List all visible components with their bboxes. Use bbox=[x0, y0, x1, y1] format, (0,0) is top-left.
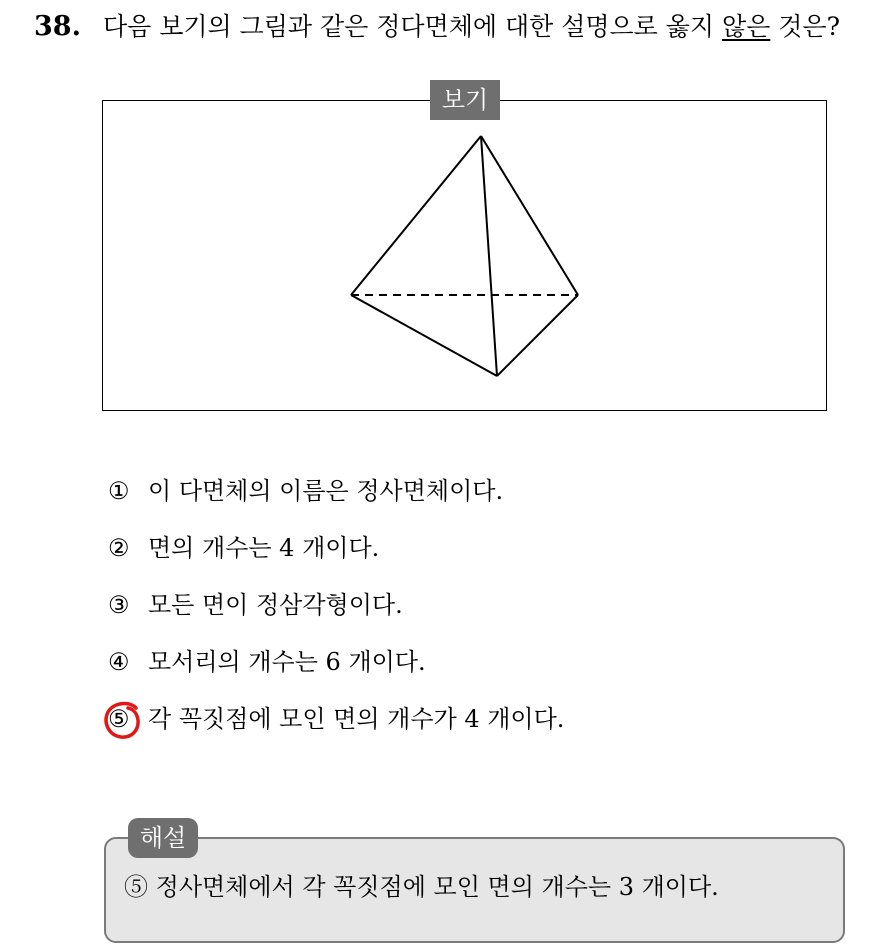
edge-top-right bbox=[481, 136, 578, 295]
question-stem-underlined: 않은 bbox=[722, 12, 771, 41]
choice-4[interactable] bbox=[108, 643, 564, 700]
choice-1-mark: ① bbox=[108, 477, 130, 505]
explanation-label: 해설 bbox=[128, 818, 198, 858]
choice-list bbox=[108, 472, 564, 757]
choice-3[interactable] bbox=[108, 586, 564, 643]
bogi-label: 보기 bbox=[430, 80, 500, 120]
question-stem-end: 것은? bbox=[770, 12, 840, 41]
choice-5-mark-glyph: ⑤ bbox=[108, 705, 130, 733]
choice-5[interactable] bbox=[108, 700, 564, 757]
explanation-text: ⑤ 정사면체에서 각 꼭짓점에 모인 면의 개수는 3 개이다. bbox=[124, 873, 719, 901]
choice-3-mark: ③ bbox=[108, 591, 130, 619]
choice-5-mark bbox=[108, 700, 138, 738]
question-stem-start: 다음 보기의 그림과 같은 정다면체에 대한 설명으로 옳지 bbox=[102, 12, 723, 41]
choice-1-text: 이 다면체의 이름은 정사면체이다. bbox=[148, 477, 504, 505]
red-answer-circle-icon bbox=[102, 698, 146, 742]
choice-4-text: 모서리의 개수는 6 개이다. bbox=[148, 648, 426, 676]
edge-top-left bbox=[351, 136, 481, 295]
choice-5-text: 각 꼭짓점에 모인 면의 개수가 4 개이다. bbox=[148, 705, 565, 733]
question-number: 38. bbox=[34, 11, 81, 42]
choice-3-text: 모든 면이 정삼각형이다. bbox=[148, 591, 403, 619]
choice-2-mark: ② bbox=[108, 534, 130, 562]
choice-2[interactable] bbox=[108, 529, 564, 586]
edge-left-bottom bbox=[351, 295, 497, 376]
edge-right-bottom bbox=[497, 295, 578, 376]
choice-1[interactable] bbox=[108, 472, 564, 529]
choice-2-text: 면의 개수는 4 개이다. bbox=[148, 534, 380, 562]
edge-top-bottom bbox=[481, 136, 497, 376]
choice-4-mark: ④ bbox=[108, 648, 130, 676]
